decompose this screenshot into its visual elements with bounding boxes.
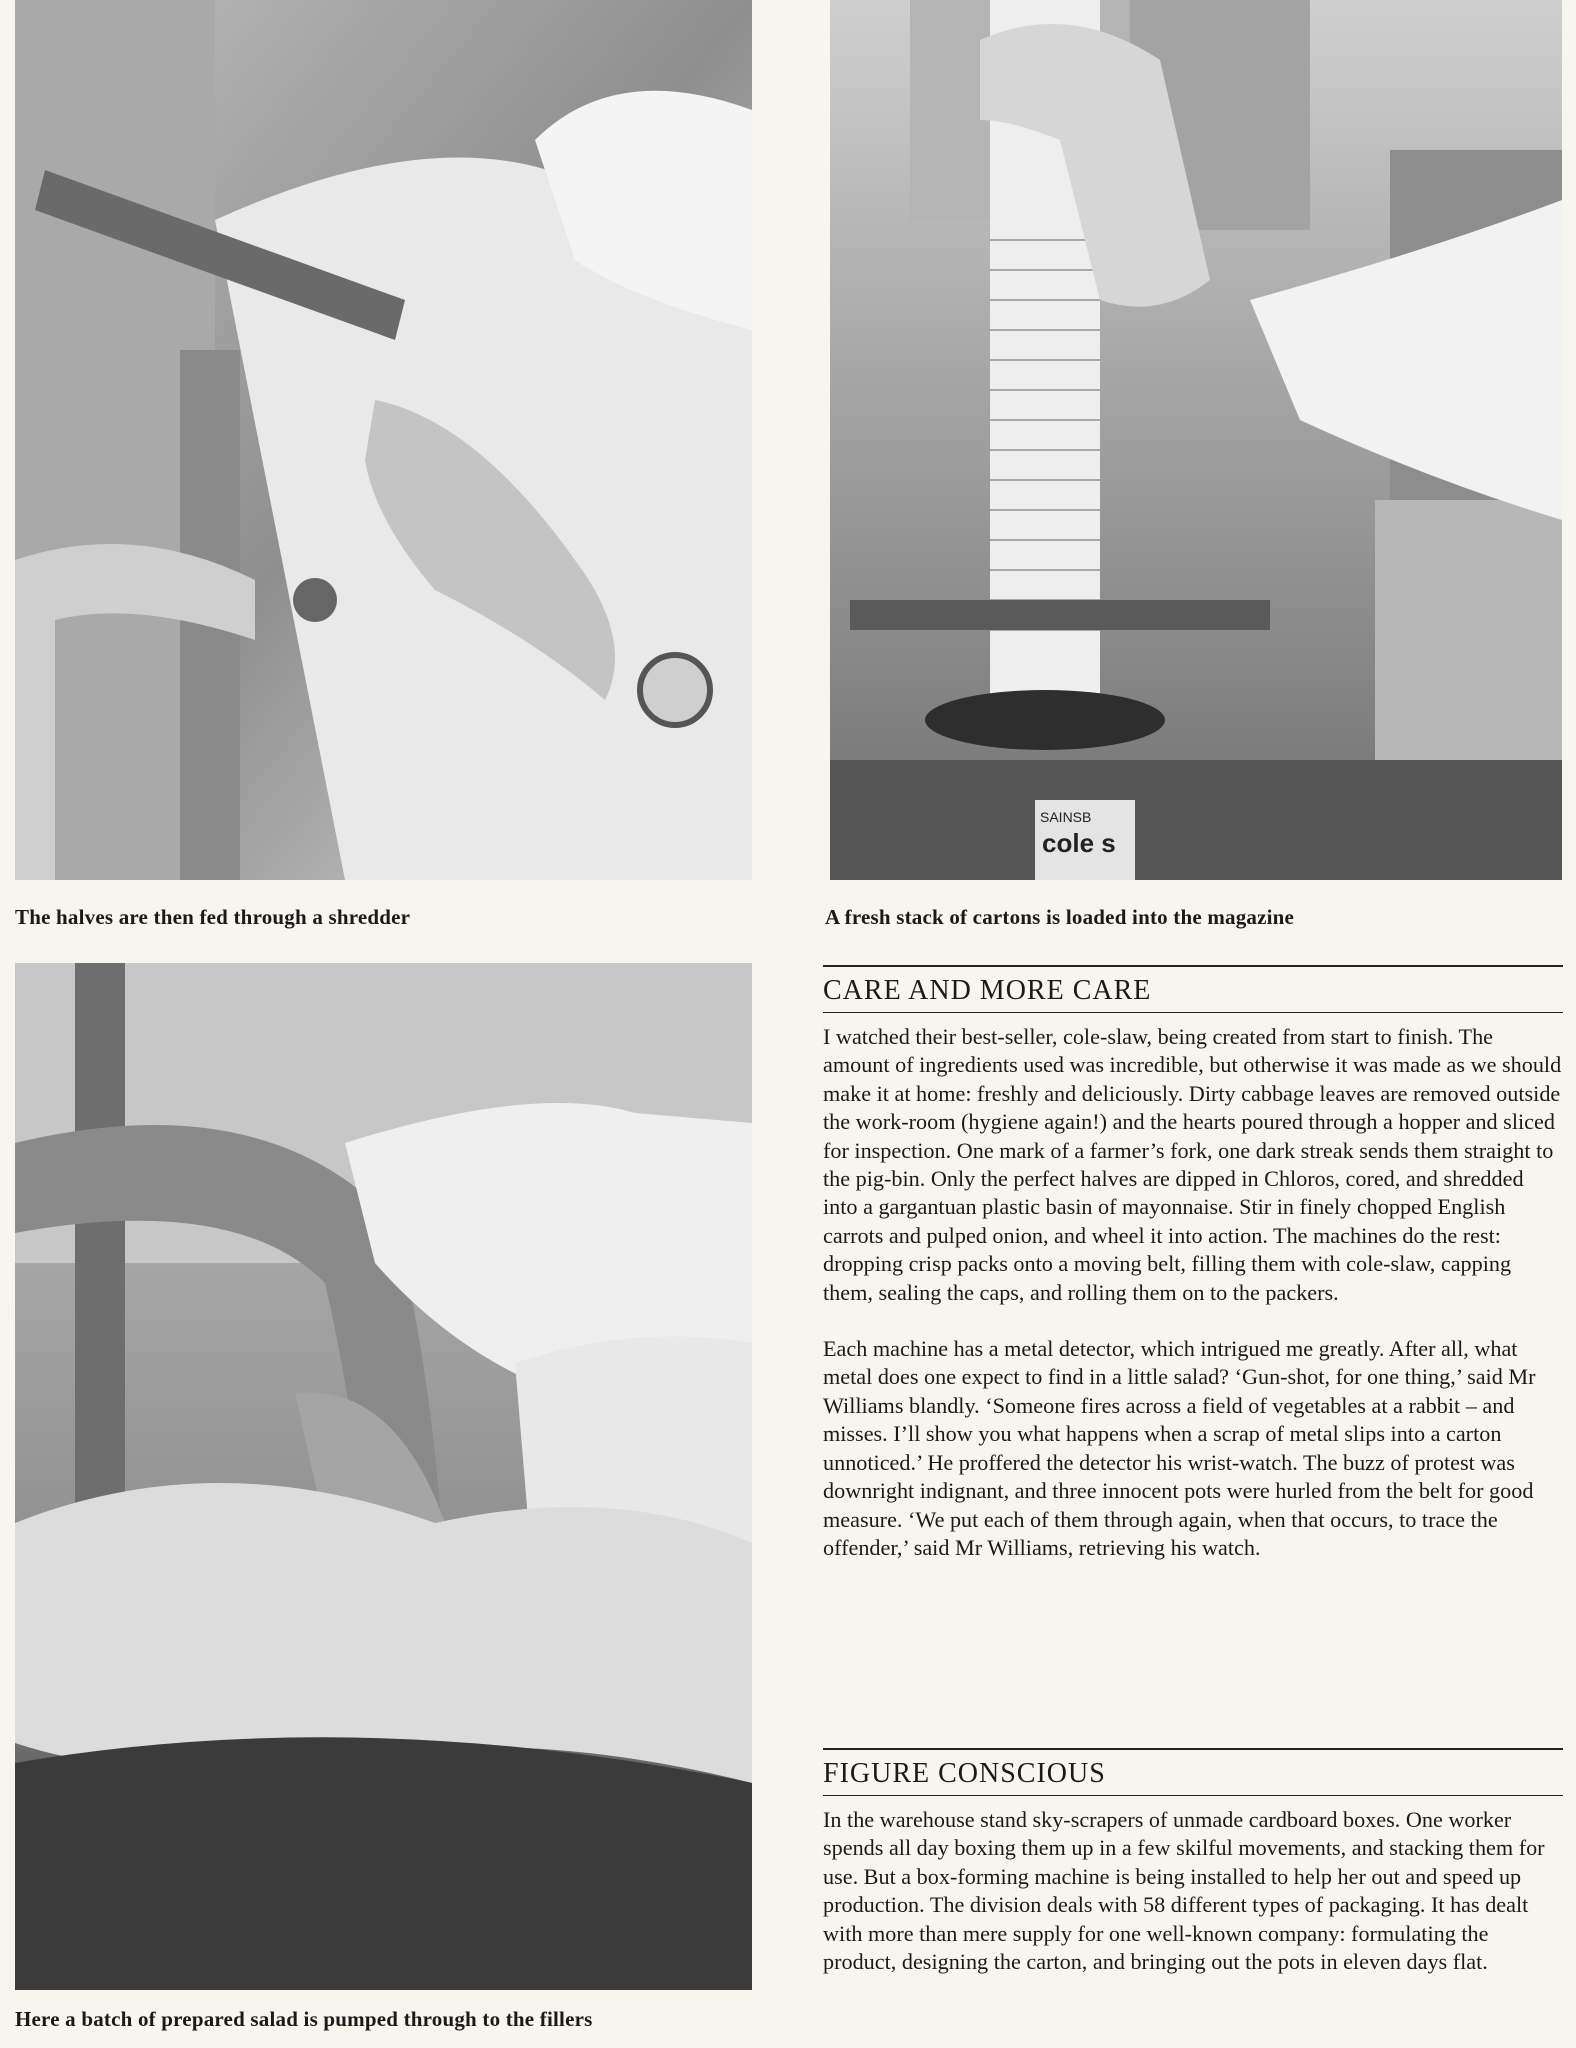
section-care-and-more-care [823,965,1563,1590]
salad-photo [15,963,752,1990]
cartons-photo [830,0,1562,880]
carton-print-2: cole s [1042,828,1116,858]
section-figure-conscious [823,1748,1563,2004]
shredder-caption: The halves are then fed through a shredder [15,905,411,929]
cartons-caption: A fresh stack of cartons is loaded into the magazine [825,905,1295,929]
shredder-photo [15,0,752,880]
section-heading-rule [823,1012,1563,1013]
section-heading: FIGURE CONSCIOUS [823,1758,1106,1789]
paragraph: In the warehouse stand sky-scrapers of unmade cardboard boxes. One worker spends all day boxing them up in a few skilful movements, and stacking them for use. But a box-forming machine is being installed to help her out and speed up production. The division deals with 58 different types of packaging. It has dealt with more than mere supply for one well-known company: formulating the product, designing the carton, and bringing out the pots in eleven days flat. [823,1807,1545,1975]
salad-caption: Here a batch of prepared salad is pumped through to the fillers [15,2007,593,2031]
carton-print-1: SAINSB [1040,809,1092,825]
section-heading-rule [823,1795,1563,1796]
paragraph: Each machine has a metal detector, which intrigued me greatly. After all, what metal does one expect to find in a little salad? ‘Gun-shot, for one thing,’ said Mr Williams blandly. ‘Someone fires across a field of vegetables at a rabbit – and misses. I’ll show you what happens when a scrap of metal slips into a carton unnoticed.’ He proffered the detector his wrist-watch. The buzz of protest was downright indignant, and three innocent pots were hurled from the belt for good measure. ‘We put each of them through again, when that occurs, to trace the offender,’ said Mr Williams, retrieving his watch. [823,1336,1536,1560]
paragraph: I watched their best-seller, cole-slaw, being created from start to finish. The amount of ingredients used was incredible, but otherwise it was made as we should make it at home: freshly and deliciously. Dirty cabbage leaves are removed outside the work-room (hygiene again!) and the hearts poured through a hopper and sliced for inspection. One mark of a farmer’s fork, one dark streak sends them straight to the pig-bin. Only the perfect halves are dipped in Chloros, cored, and shredded into a gargantuan plastic basin of mayonnaise. Stir in finely chopped English carrots and pulped onion, and wheel it into action. The machines do the rest: dropping crisp packs onto a moving belt, filling them with cole-slaw, capping them, sealing the caps, and rolling them on to the packers. [823,1024,1562,1305]
section-heading: CARE AND MORE CARE [823,975,1152,1006]
